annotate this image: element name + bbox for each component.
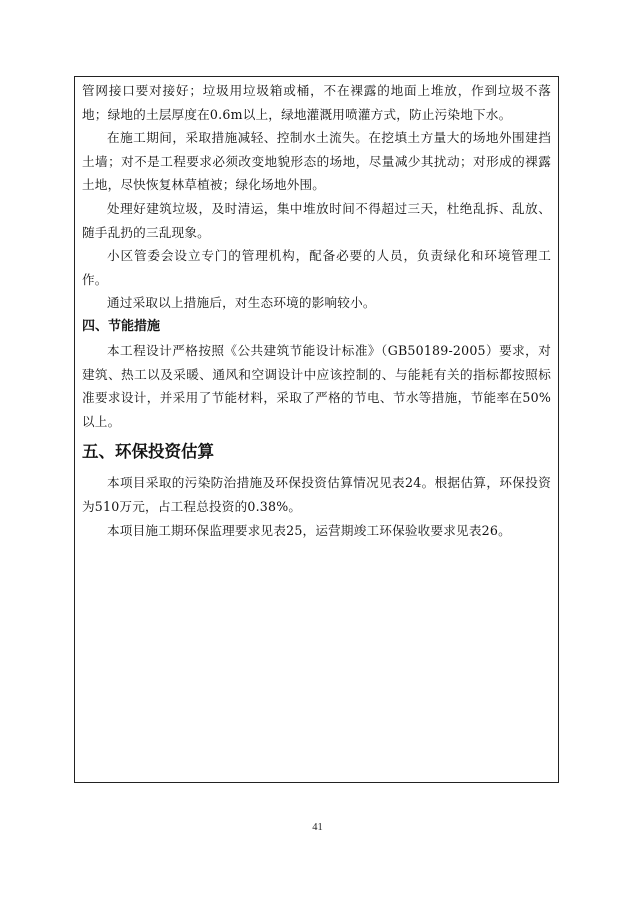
paragraph-management: 小区管委会设立专门的管理机构，配备必要的人员，负责绿化和环境管理工作。 bbox=[82, 248, 551, 287]
paragraph-soil-erosion: 在施工期间，采取措施减轻、控制水土流失。在挖填土方量大的场地外围建挡土墙；对不是工程要求必须改变地貌形态的场地，尽量减少其扰动；对形成的裸露土地，尽快恢复林草植被；绿化场地外围。 bbox=[82, 130, 551, 193]
paragraph-investment: 本项目采取的污染防治措施及环保投资估算情况见表24。根据估算，环保投资为510万元，占工程总投资的0.38%。 bbox=[82, 475, 551, 514]
section-4-heading: 四、节能措施 bbox=[82, 318, 161, 334]
paragraph-supervision: 本项目施工期环保监理要求见表25，运营期竣工环保验收要求见表26。 bbox=[107, 522, 511, 538]
section-5-heading: 五、环保投资估算 bbox=[82, 442, 214, 462]
paragraph-pipe-garbage: 管网接口要对接好；垃圾用垃圾箱或桶，不在裸露的地面上堆放，作到垃圾不落地；绿地的土层厚度在0.6m以上，绿地灌溉用喷灌方式，防止污染地下水。 bbox=[82, 83, 551, 122]
content-frame bbox=[74, 76, 559, 783]
paragraph-energy-saving: 本工程设计严格按照《公共建筑节能设计标准》（GB50189-2005）要求，对建筑、热工以及采暖、通风和空调设计中应该控制的、与能耗有关的指标都按照标准要求设计，并采用了节能材料，采取了严格的节电、节水等措施，节能率在50%以上。 bbox=[82, 342, 551, 429]
paragraph-construction-waste: 处理好建筑垃圾，及时清运，集中堆放时间不得超过三天，杜绝乱拆、乱放、随手乱扔的三乱现象。 bbox=[82, 200, 551, 240]
paragraph-ecology-impact: 通过采取以上措施后，对生态环境的影响较小。 bbox=[107, 295, 376, 311]
page-number: 41 bbox=[312, 822, 323, 833]
